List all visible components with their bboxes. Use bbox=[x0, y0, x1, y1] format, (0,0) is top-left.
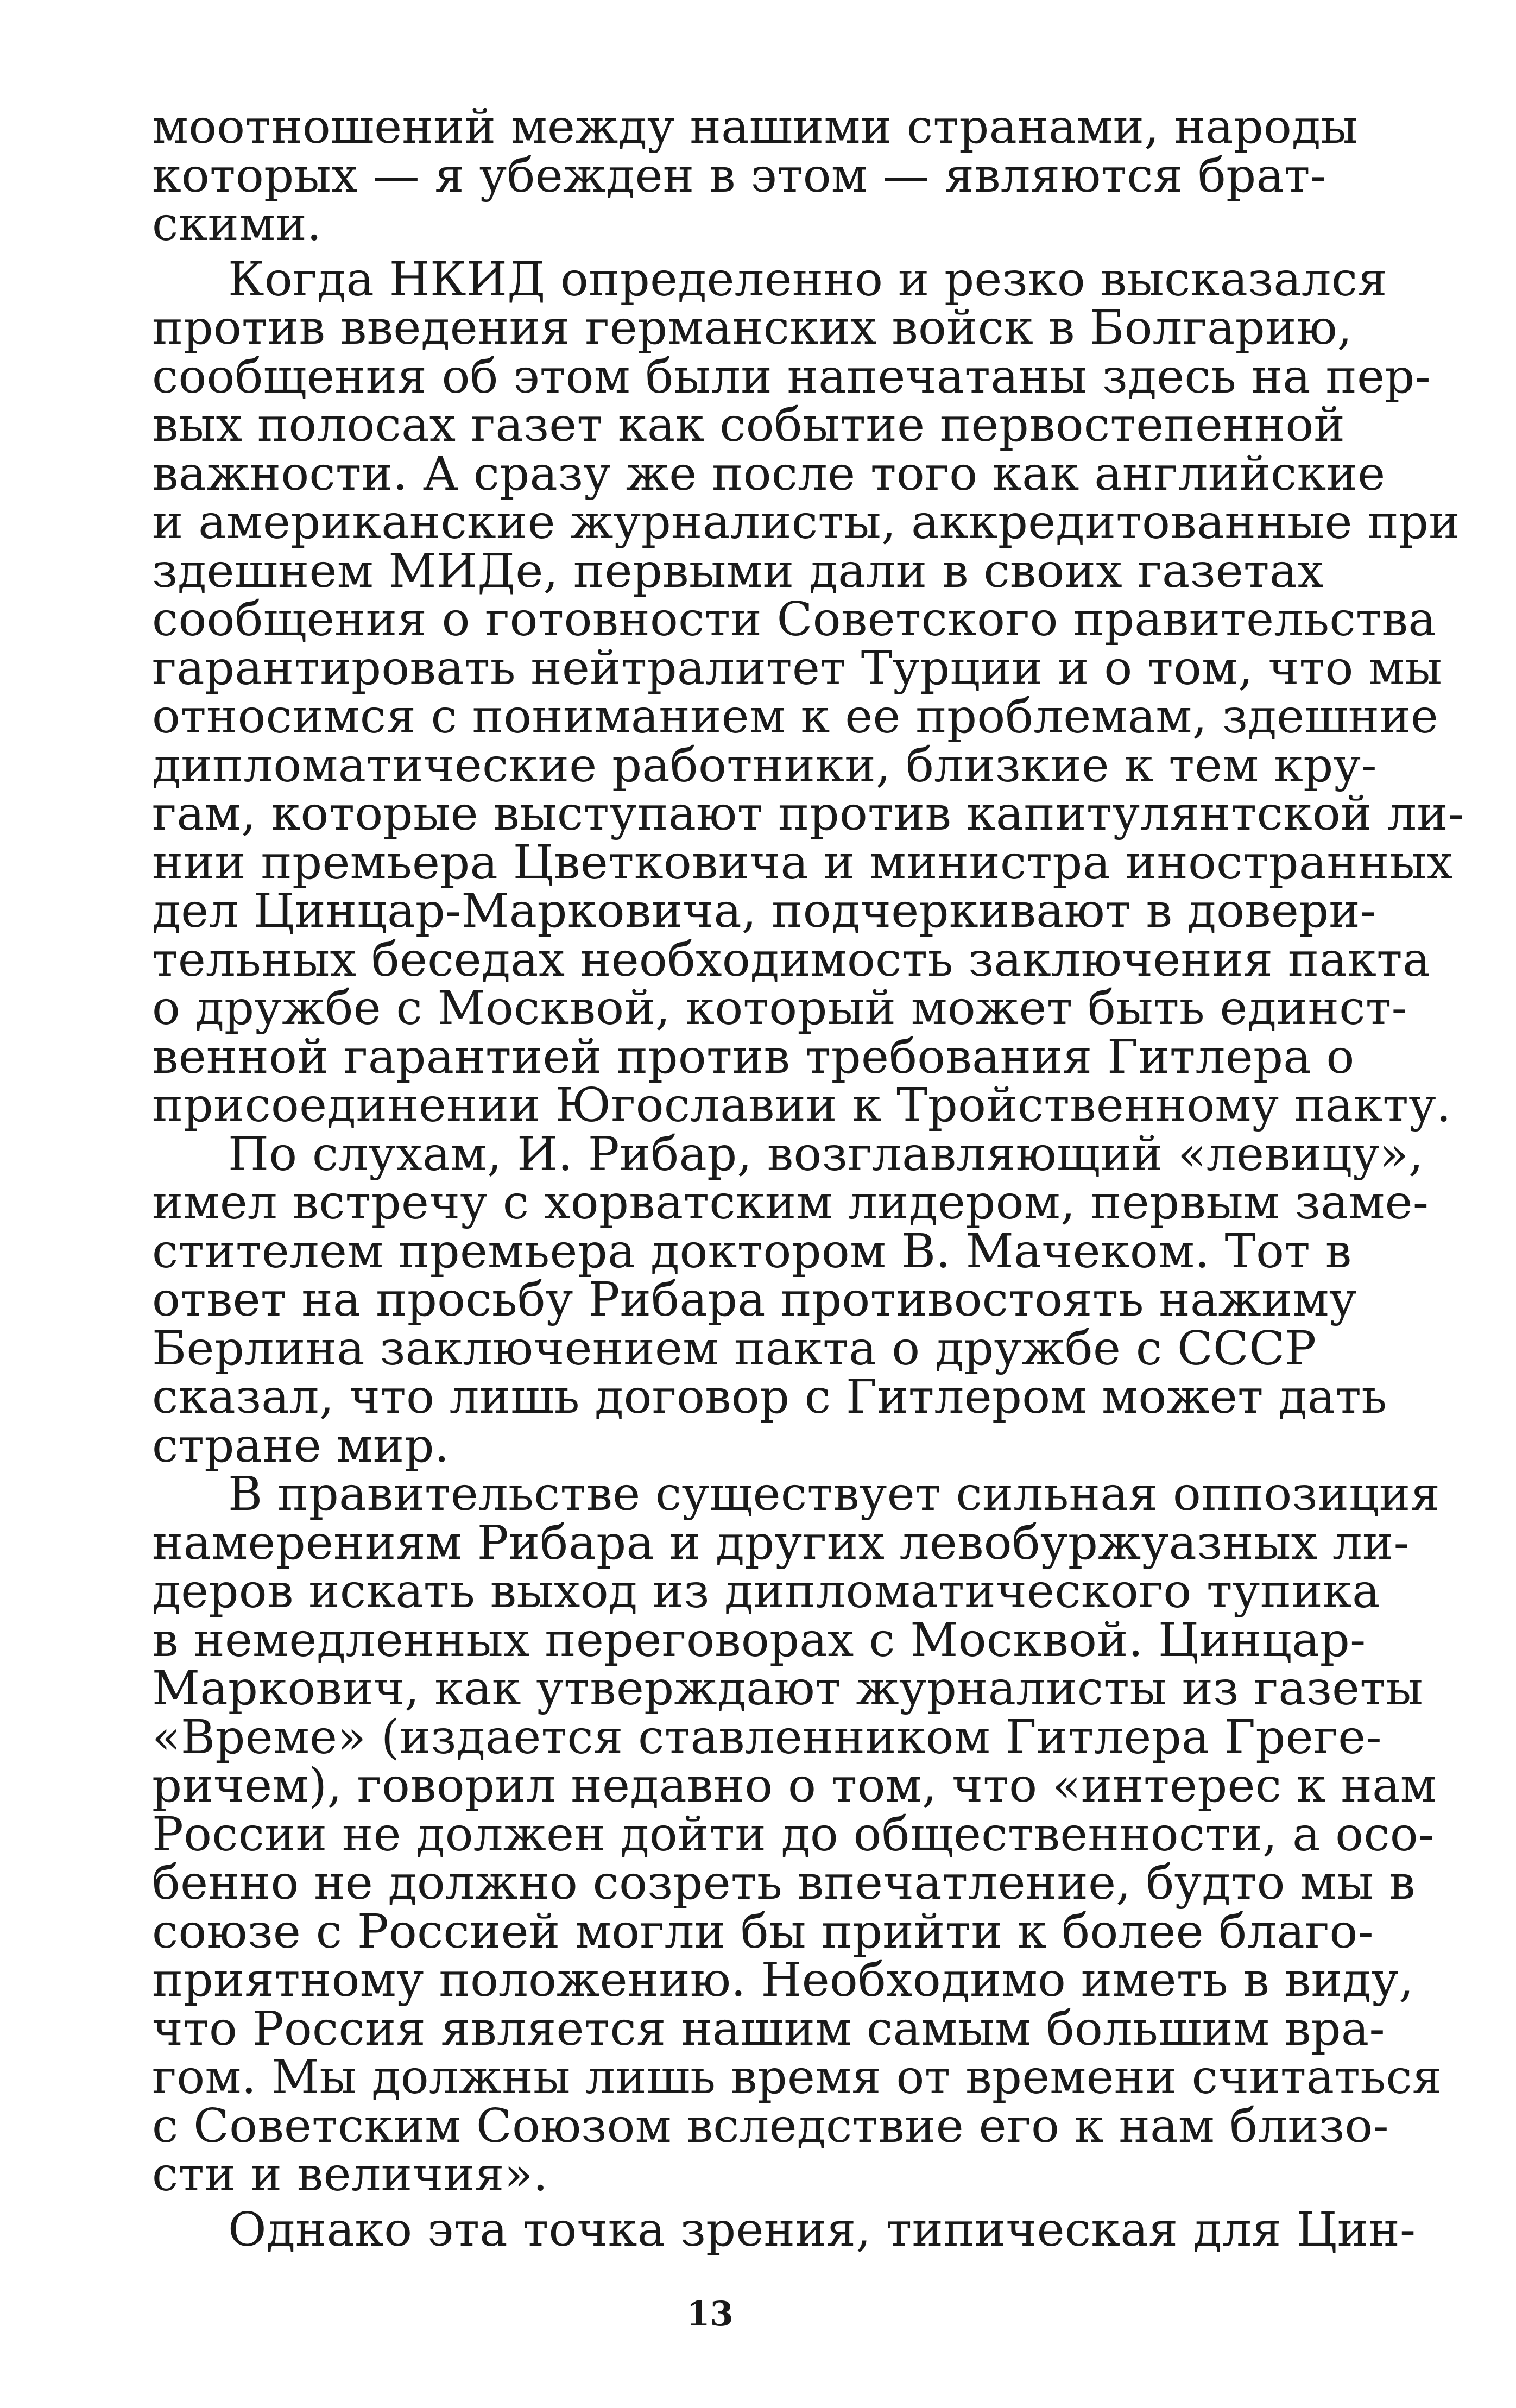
text-line: гом. Мы должны лишь время от времени считаться bbox=[152, 2050, 1442, 2104]
text-line: гарантировать нейтралитет Турции и о том, что мы bbox=[152, 641, 1443, 696]
text-line: вых полосах газет как событие первостепенной bbox=[152, 398, 1346, 452]
paragraph-1 bbox=[152, 100, 1359, 251]
paragraph-3 bbox=[152, 1127, 1429, 1473]
text-line: гам, которые выступают против капитулянтской ли- bbox=[152, 787, 1464, 841]
paragraph-2 bbox=[152, 252, 1464, 1133]
text-line: присоединении Югославии к Тройственному пакту. bbox=[152, 1078, 1451, 1133]
text-line: против введения германских войск в Болгарию, bbox=[152, 301, 1353, 355]
text-line: важности. А сразу же после того как английские bbox=[152, 446, 1386, 501]
text-line: сообщения о готовности Советского правительства bbox=[152, 592, 1436, 647]
book-page bbox=[152, 100, 1464, 2334]
text-line: моотношений между нашими странами, народы bbox=[152, 100, 1359, 154]
text-line: Однако эта точка зрения, типическая для Цин- bbox=[228, 2202, 1416, 2257]
text-line: с Советским Союзом вследствие его к нам близо- bbox=[152, 2099, 1389, 2153]
text-line: приятному положению. Необходимо иметь в виду, bbox=[152, 1953, 1414, 2007]
paragraph-4 bbox=[152, 1467, 1442, 2202]
text-line: относимся с пониманием к ее проблемам, здешние bbox=[152, 690, 1439, 744]
text-line: В правительстве существует сильная оппозиция bbox=[228, 1467, 1441, 1521]
text-line: что Россия является нашим самым большим вра- bbox=[152, 2001, 1385, 2056]
text-line: «Време» (издается ставленником Гитлера Греге- bbox=[152, 1710, 1382, 1765]
text-line: По слухам, И. Рибар, возглавляющий «левицу», bbox=[228, 1127, 1424, 1181]
text-line: сти и величия». bbox=[152, 2147, 548, 2202]
text-line: венной гарантией против требования Гитлера о bbox=[152, 1029, 1355, 1084]
page-number: 13 bbox=[686, 2294, 734, 2334]
text-line: сказал, что лишь договор с Гитлером может дать bbox=[152, 1370, 1387, 1424]
text-line: намерениям Рибара и других левобуржуазных ли- bbox=[152, 1515, 1410, 1570]
text-line: стителем премьера доктором В. Мачеком. Тот в bbox=[152, 1224, 1352, 1279]
text-line: здешнем МИДе, первыми дали в своих газетах bbox=[152, 543, 1324, 598]
text-line: деров искать выход из дипломатического тупика bbox=[152, 1564, 1380, 1619]
text-line: ричем), говорил недавно о том, что «интерес к нам bbox=[152, 1759, 1437, 1813]
text-line: скими. bbox=[152, 197, 322, 251]
text-line: бенно не должно созреть впечатление, будто мы в bbox=[152, 1856, 1416, 1910]
text-line: которых — я убежден в этом — являются брат- bbox=[152, 148, 1326, 203]
text-line: ответ на просьбу Рибара противостоять нажиму bbox=[152, 1273, 1357, 1327]
text-line: и американские журналисты, аккредитованные при bbox=[152, 495, 1460, 549]
text-line: Маркович, как утверждают журналисты из газеты bbox=[152, 1661, 1424, 1716]
text-line: нии премьера Цветковича и министра иностранных bbox=[152, 835, 1454, 890]
text-line: стране мир. bbox=[152, 1418, 450, 1473]
text-line: России не должен дойти до общественности, а осо- bbox=[152, 1807, 1435, 1862]
text-line: Берлина заключением пакта о дружбе с СССР bbox=[152, 1321, 1317, 1376]
text-line: дел Цинцар-Марковича, подчеркивают в довери- bbox=[152, 884, 1376, 938]
text-line: в немедленных переговорах с Москвой. Цинцар- bbox=[152, 1613, 1366, 1667]
text-line: Когда НКИД определенно и резко высказался bbox=[228, 252, 1387, 307]
text-line: имел встречу с хорватским лидером, первым заме- bbox=[152, 1175, 1429, 1230]
text-line: сообщения об этом были напечатаны здесь на пер- bbox=[152, 349, 1431, 404]
paragraph-5 bbox=[152, 2202, 1416, 2257]
text-line: о дружбе с Москвой, который может быть единст- bbox=[152, 981, 1407, 1035]
text-line: тельных беседах необходимость заключения пакта bbox=[152, 932, 1431, 987]
text-line: дипломатические работники, близкие к тем кру- bbox=[152, 738, 1377, 793]
text-line: союзе с Россией могли бы прийти к более благо- bbox=[152, 1904, 1374, 1959]
